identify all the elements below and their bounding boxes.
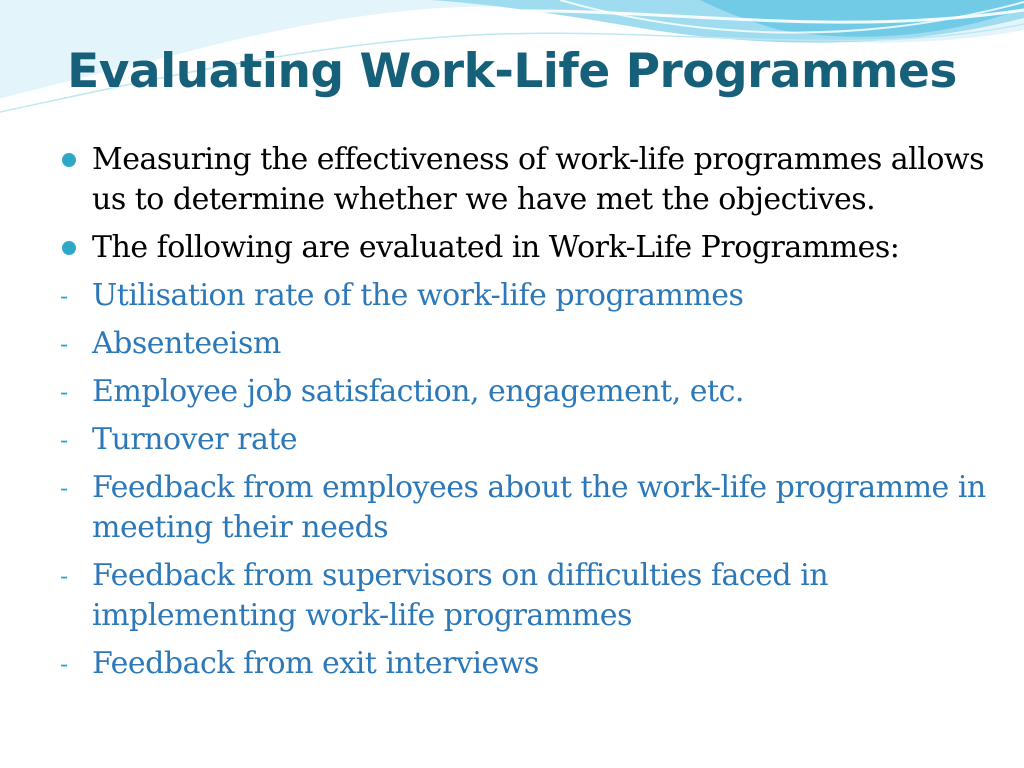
dash-marker: -: [60, 282, 68, 310]
bullet-item: [56, 228, 986, 268]
dash-marker: -: [60, 330, 68, 358]
dash-marker: -: [60, 426, 68, 454]
slide-title: Evaluating Work-Life Programmes: [67, 44, 957, 99]
sub-list-text: Utilisation rate of the work-life programmes: [92, 278, 744, 313]
sub-list-item: [56, 644, 986, 684]
bullet-item: [56, 140, 986, 220]
bullet-dot-icon: [62, 153, 76, 167]
sub-list-item: [56, 276, 986, 316]
slide-body: [56, 140, 986, 692]
sub-list-text: Employee job satisfaction, engagement, etc.: [92, 374, 744, 409]
dash-marker: -: [60, 378, 68, 406]
sub-list-text: Absenteeism: [92, 326, 281, 361]
sub-list-item: [56, 372, 986, 412]
dash-marker: -: [60, 650, 68, 678]
sub-list-text: Turnover rate: [92, 422, 298, 457]
sub-list-item: [56, 420, 986, 460]
sub-list-item: [56, 324, 986, 364]
sub-list-text: Feedback from exit interviews: [92, 646, 539, 681]
dash-marker: -: [60, 562, 68, 590]
sub-list-text: Feedback from employees about the work-life programme in meeting their needs: [92, 470, 986, 545]
sub-list-item: [56, 468, 986, 548]
bullet-text: Measuring the effectiveness of work-life programmes allows us to determine whether we have met the objectives.: [92, 142, 984, 217]
bullet-text: The following are evaluated in Work-Life Programmes:: [92, 230, 900, 265]
dash-marker: -: [60, 474, 68, 502]
sub-list-item: [56, 556, 986, 636]
sub-list-text: Feedback from supervisors on difficulties faced in implementing work-life programmes: [92, 558, 829, 633]
bullet-dot-icon: [62, 241, 76, 255]
